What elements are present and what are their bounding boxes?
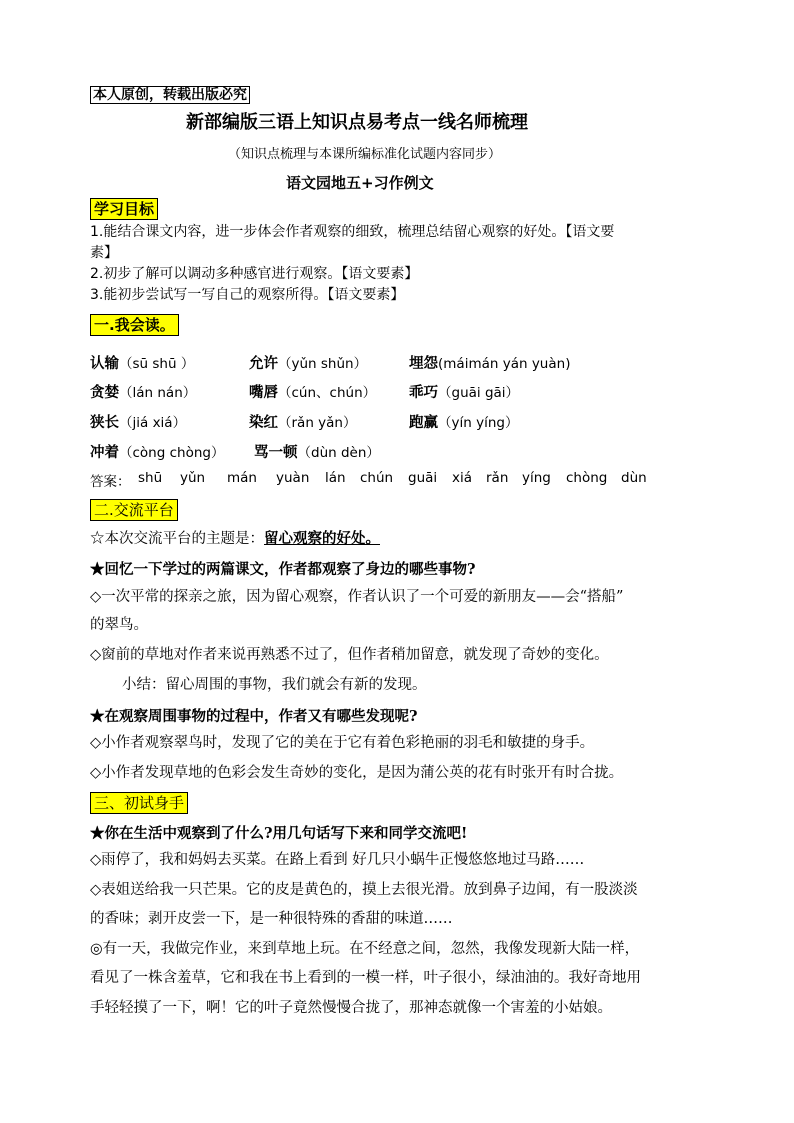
answer-pinyin: yǔn [180,470,206,486]
vocab-pinyin: （jiá xiá） [119,415,187,431]
answer-text: ◇小作者发现草地的色彩会发生奇妙的变化，是因为蒲公英的花有时张开有时合拢。 [90,765,624,781]
copyright-notice: 本人原创，转载出版必究 [90,86,250,104]
vocab-item [409,381,519,402]
lesson-title: 语文园地五+习作例文 [286,174,434,192]
answer-pinyin: yíng [522,470,551,486]
vocab-word: 嘴唇 [249,384,278,401]
answer-text: ◇窗前的草地对作者来说再熟悉不过了，但作者稍加留意，就发现了奇妙的变化。 [90,647,609,663]
answer-label: 答案： [90,474,131,490]
answer-pinyin: yuàn [276,470,310,486]
vocab-pinyin: （yín yíng） [438,415,519,431]
vocab-item [90,381,196,402]
vocab-item [249,381,376,402]
vocab-pinyin: （cún、chún） [278,385,377,401]
answer-pinyin: shū [138,470,163,486]
answer-pinyin: xiá [452,470,473,486]
vocab-pinyin: （sū shū ） [119,356,195,372]
vocab-word: 染红 [249,414,278,431]
vocab-word: 乖巧 [409,384,438,401]
vocab-item [254,441,380,462]
vocab-item [409,352,570,373]
theme-text: 留心观察的好处。 [264,530,380,547]
vocab-item [249,352,367,373]
vocab-item [90,352,194,373]
answer-pinyin: guāi [408,470,438,486]
practice-section-tag: 三、初试身手 [90,792,188,814]
page-title: 新部编版三语上知识点易考点一线名师梳理 [186,112,528,133]
question: ★在观察周围事物的过程中，作者又有哪些发现呢? [90,708,418,725]
vocab-word: 狭长 [90,414,119,431]
vocab-pinyin: （dùn dèn） [297,445,380,461]
vocab-word: 埋怨 [409,355,438,372]
answer-pinyin: lán [325,470,346,486]
theme-prefix: ☆本次交流平台的主题是： [90,531,264,547]
example-text: ◎有一天，我做完作业，来到草地上玩。在不经意之间，忽然，我像发现新大陆一样， [90,941,640,957]
vocab-pinyin: （rǎn yǎn） [278,415,357,431]
vocab-item [409,411,518,432]
answer-pinyin: chòng [566,470,608,486]
summary-text: 小结：留心周围的事物，我们就会有新的发现。 [122,677,427,693]
answer-text: 的翠鸟。 [90,617,148,633]
vocab-word: 认输 [90,355,119,372]
answer-pinyin: mán [227,470,257,486]
answer-pinyin: rǎn [486,470,509,486]
exchange-section-tag: 二.交流平台 [90,499,178,521]
example-text: ◇雨停了，我和妈妈去买菜。在路上看到 好几只小蜗牛正慢悠悠地过马路…… [90,852,585,868]
answer-line [90,470,690,490]
objective-line: 3.能初步尝试写一写自己的观察所得。【语文要素】 [90,287,405,303]
answer-pinyin: dùn [621,470,647,486]
answer-text: ◇一次平常的探亲之旅，因为留心观察，作者认识了一个可爱的新朋友——会“搭船” [90,589,624,605]
vocab-word: 跑赢 [409,414,438,431]
objective-line: 2.初步了解可以调动多种感官进行观察。【语文要素】 [90,266,419,282]
question: ★回忆一下学过的两篇课文，作者都观察了身边的哪些事物? [90,561,476,578]
question: ★你在生活中观察到了什么?用几句话写下来和同学交流吧! [90,825,468,842]
answer-text: ◇小作者观察翠鸟时，发现了它的美在于它有着色彩艳丽的羽毛和敏捷的身手。 [90,735,595,751]
objective-line: 1.能结合课文内容，进一步体会作者观察的细致，梳理总结留心观察的好处。【语文要 [90,224,615,240]
exchange-theme [90,529,380,549]
objectives-tag: 学习目标 [90,198,158,220]
objective-line: 素】 [90,245,118,261]
example-text: 手轻轻摸了一下，啊！它的叶子竟然慢慢合拢了，那神态就像一个害羞的小姑娘。 [90,1000,612,1016]
vocab-pinyin: （lán nán） [119,385,197,401]
vocab-word: 骂一顿 [254,444,298,461]
vocab-item [249,411,357,432]
example-text: ◇表姐送给我一只芒果。它的皮是黄色的，摸上去很光滑。放到鼻子边闻，有一股淡淡 [90,882,638,898]
answer-pinyin: chún [360,470,394,486]
vocab-word: 冲着 [90,444,119,461]
vocab-pinyin: （còng chòng） [119,445,225,461]
example-text: 看见了一株含羞草，它和我在书上看到的一模一样，叶子很小，绿油油的。我好奇地用 [90,970,641,986]
reading-section-tag: 一.我会读。 [90,314,179,336]
vocab-pinyin: （yǔn shǔn） [278,356,368,372]
vocab-pinyin: （guāi gāi） [438,385,520,401]
example-text: 的香味；剥开皮尝一下，是一种很特殊的香甜的味道…… [90,911,453,927]
vocab-word: 允许 [249,355,278,372]
vocab-item [90,441,224,462]
vocab-word: 贪婪 [90,384,119,401]
vocab-pinyin: (máimán yán yuàn) [438,356,571,372]
page-subtitle: （知识点梳理与本课所编标准化试题内容同步） [228,147,502,162]
vocab-item [90,411,186,432]
